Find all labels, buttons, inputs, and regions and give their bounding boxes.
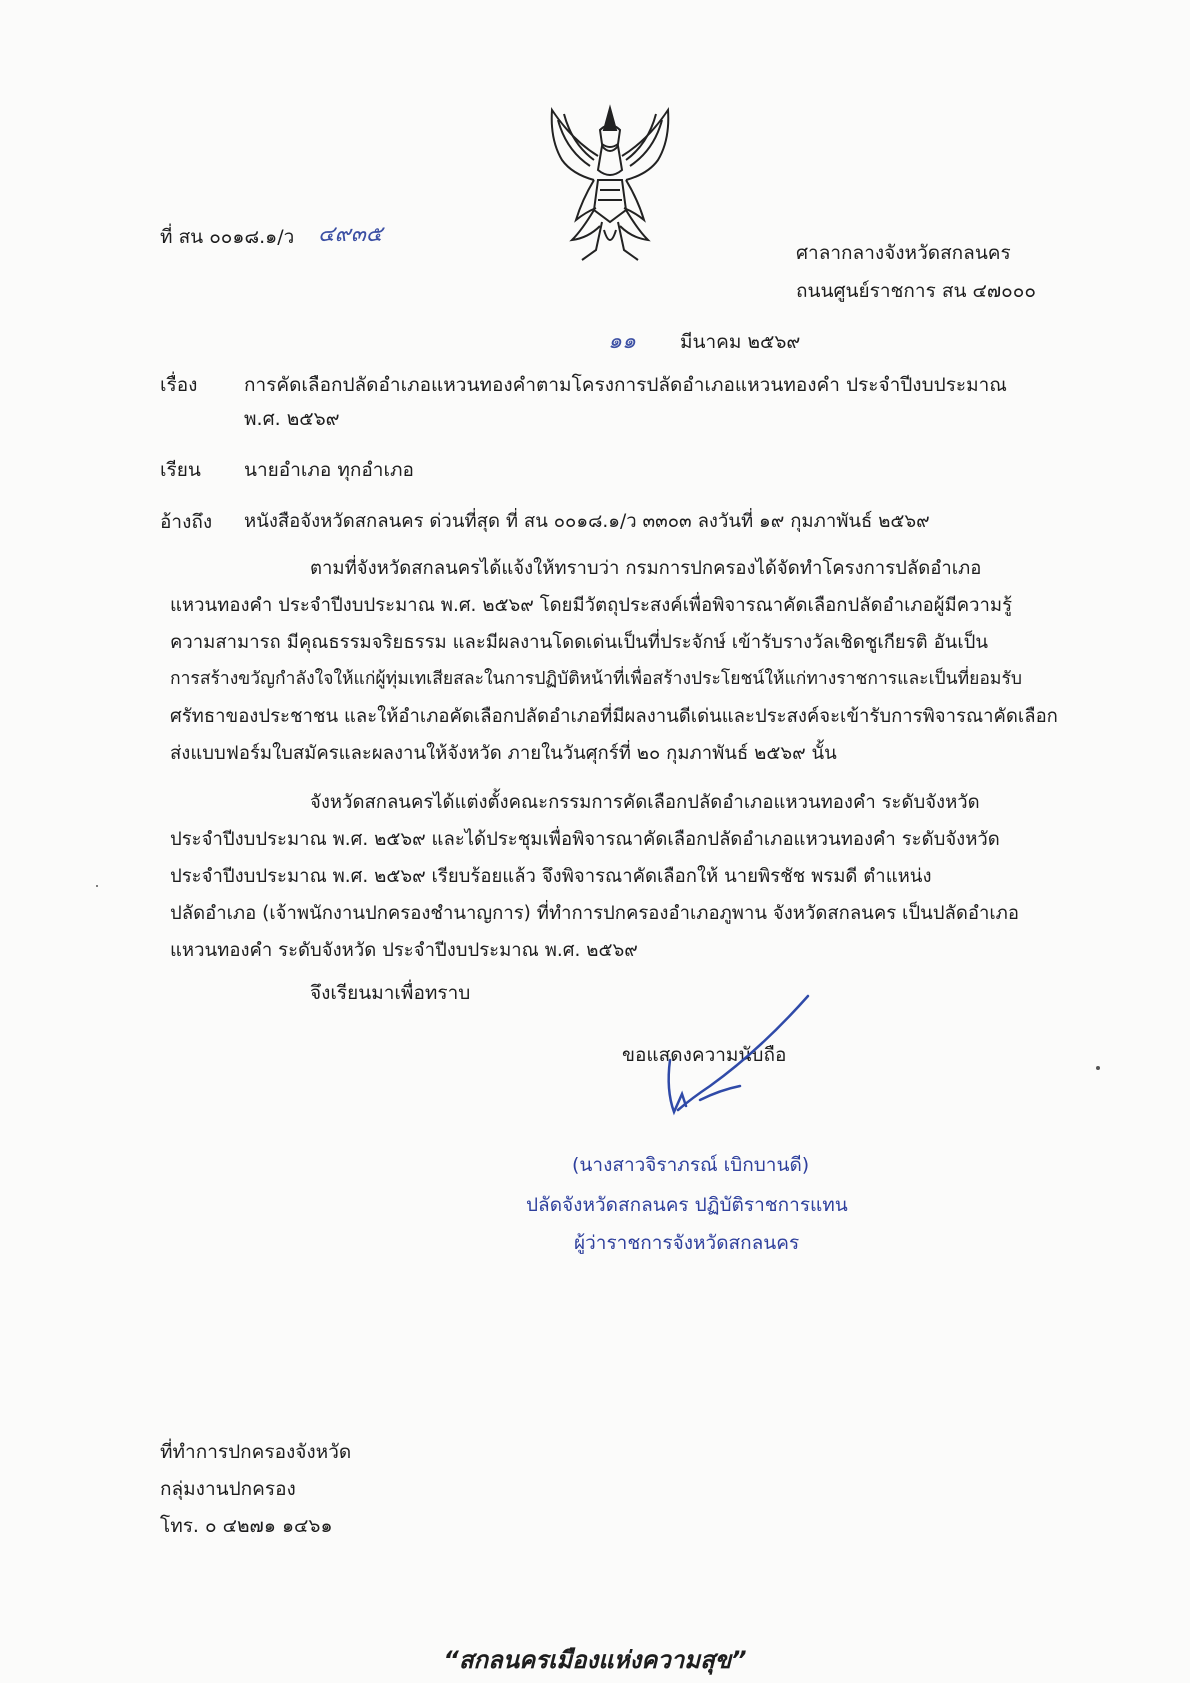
signatory-position-2: ผู้ว่าราชการจังหวัดสกลนคร	[574, 1232, 800, 1254]
recipient-label: เรียน	[160, 459, 201, 481]
footer-department: ที่ทำการปกครองจังหวัด	[160, 1441, 352, 1463]
paragraph-line: แหวนทองคำ ประจำปีงบประมาณ พ.ศ. ๒๕๖๙ โดยมีวัตถุประสงค์เพื่อพิจารณาคัดเลือกปลัดอำเภอผู้มีความรู้	[170, 595, 1013, 616]
paragraph-line: ความสามารถ มีคุณธรรมจริยธรรม และมีผลงานโดดเด่นเป็นที่ประจักษ์ เข้ารับรางวัลเชิดชูเกียรติ อันเป็น	[170, 632, 989, 653]
office-name: ศาลากลางจังหวัดสกลนคร	[796, 242, 1011, 264]
subject-line-1: การคัดเลือกปลัดอำเภอแหวนทองคำตามโครงการปลัดอำเภอแหวนทองคำ ประจำปีงบประมาณ	[244, 374, 1007, 396]
signature-scribble	[640, 990, 820, 1130]
document-date: มีนาคม ๒๕๖๙	[680, 331, 801, 353]
reference-label: อ้างถึง	[160, 511, 213, 533]
reference-number-label: ที่ สน ๐๐๑๘.๑/ว	[160, 226, 295, 248]
scan-speck	[96, 885, 98, 887]
signatory-position-1: ปลัดจังหวัดสกลนคร ปฏิบัติราชการแทน	[526, 1194, 848, 1216]
paragraph-line: ประจำปีงบประมาณ พ.ศ. ๒๕๖๙ และได้ประชุมเพื่อพิจารณาคัดเลือกปลัดอำเภอแหวนทองคำ ระดับจังหวัด	[170, 829, 1000, 850]
office-address: ถนนศูนย์ราชการ สน ๔๗๐๐๐	[796, 280, 1036, 302]
paragraph-line: ตามที่จังหวัดสกลนครได้แจ้งให้ทราบว่า กรมการปกครองได้จัดทำโครงการปลัดอำเภอ	[310, 558, 982, 579]
subject-label: เรื่อง	[160, 374, 198, 396]
paragraph-line: แหวนทองคำ ระดับจังหวัด ประจำปีงบประมาณ พ.ศ. ๒๕๖๙	[170, 940, 638, 961]
closing-line: จึงเรียนมาเพื่อทราบ	[310, 982, 471, 1004]
scan-speck	[1096, 1066, 1100, 1070]
body-paragraph-2	[170, 784, 1085, 969]
reference-number-handwritten: ๔๙๓๕	[318, 222, 383, 247]
footer-group: กลุ่มงานปกครอง	[160, 1478, 296, 1500]
body-paragraph-1	[170, 550, 1085, 772]
footer-phone: โทร. ๐ ๔๒๗๑ ๑๔๖๑	[160, 1515, 333, 1537]
paragraph-line: ส่งแบบฟอร์มใบสมัครและผลงานให้จังหวัด ภายในวันศุกร์ที่ ๒๐ กุมภาพันธ์ ๒๕๖๙ นั้น	[170, 743, 837, 764]
paragraph-line: การสร้างขวัญกำลังใจให้แก่ผู้ทุ่มเทเสียสละในการปฏิบัติหน้าที่เพื่อสร้างประโยชน์ให้แก่ทางราชการและเป็นที่ยอมรับ	[170, 669, 1022, 689]
signatory-name: (นางสาวจิราภรณ์ เบิกบานดี)	[572, 1154, 810, 1176]
paragraph-line: ประจำปีงบประมาณ พ.ศ. ๒๕๖๙ เรียบร้อยแล้ว จึงพิจารณาคัดเลือกให้ นายพิรชัช พรมดี ตำแหน่ง	[170, 866, 932, 887]
salutation: ขอแสดงความนับถือ	[622, 1044, 787, 1066]
date-day-handwritten: ๑๑	[608, 329, 636, 354]
reference-text: หนังสือจังหวัดสกลนคร ด่วนที่สุด ที่ สน ๐๐๑๘.๑/ว ๓๓๐๓ ลงวันที่ ๑๙ กุมภาพันธ์ ๒๕๖๙	[244, 511, 930, 532]
paragraph-line: จังหวัดสกลนครได้แต่งตั้งคณะกรรมการคัดเลือกปลัดอำเภอแหวนทองคำ ระดับจังหวัด	[310, 792, 980, 813]
subject-line-2: พ.ศ. ๒๕๖๙	[244, 408, 340, 430]
paragraph-line: ปลัดอำเภอ (เจ้าพนักงานปกครองชำนาญการ) ที่ทำการปกครองอำเภอภูพาน จังหวัดสกลนคร เป็นปลัดอำเภอ	[170, 903, 1019, 924]
recipient: นายอำเภอ ทุกอำเภอ	[244, 459, 414, 481]
paragraph-line: ศรัทธาของประชาชน และให้อำเภอคัดเลือกปลัดอำเภอที่มีผลงานดีเด่นและประสงค์จะเข้ารับการพิจารณาคัดเลือก	[170, 706, 1058, 727]
garuda-emblem	[542, 100, 678, 266]
provincial-slogan: “สกลนครเมืองแห่งความสุข”	[443, 1646, 747, 1674]
